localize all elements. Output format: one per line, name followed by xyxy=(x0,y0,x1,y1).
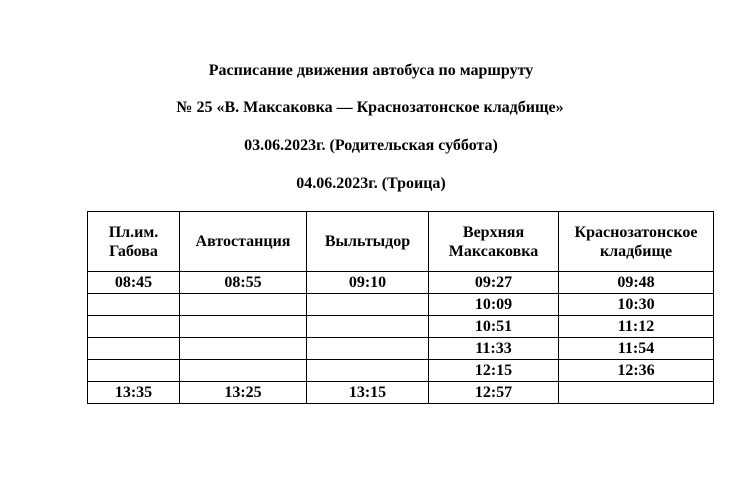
table-cell: 11:33 xyxy=(429,338,559,360)
table-row xyxy=(88,294,714,316)
table-row xyxy=(88,382,714,404)
table-row xyxy=(88,360,714,382)
table-cell xyxy=(559,382,714,404)
table-cell: 11:54 xyxy=(559,338,714,360)
table-cell xyxy=(88,360,180,382)
header-row xyxy=(88,212,714,272)
table-cell: 09:27 xyxy=(429,272,559,294)
table-cell xyxy=(307,360,429,382)
table-row xyxy=(88,316,714,338)
table-cell xyxy=(307,294,429,316)
column-header-verkhnyaya-maksakovka: Верхняя Максаковка xyxy=(429,212,559,272)
table-cell xyxy=(88,316,180,338)
column-header-vyltydor: Выльтыдор xyxy=(307,212,429,272)
table-cell xyxy=(180,316,307,338)
column-header-krasnozatonskoe-kladbishche: Краснозатонское кладбище xyxy=(559,212,714,272)
table-cell: 10:09 xyxy=(429,294,559,316)
table-row xyxy=(88,272,714,294)
table-cell: 13:15 xyxy=(307,382,429,404)
table-row xyxy=(88,338,714,360)
table-cell: 12:57 xyxy=(429,382,559,404)
table-cell: 08:55 xyxy=(180,272,307,294)
column-header-gabova: Пл.им. Габова xyxy=(88,212,180,272)
column-header-avtostanciya: Автостанция xyxy=(180,212,307,272)
date-line-2: 04.06.2023г. (Троица) xyxy=(296,175,446,192)
title-line-1: Расписание движения автобуса по маршруту xyxy=(208,62,534,79)
table-cell: 08:45 xyxy=(88,272,180,294)
table-cell xyxy=(180,294,307,316)
table-cell: 09:10 xyxy=(307,272,429,294)
route-name: № 25 «В. Максаковка — Краснозатонское кладбище» xyxy=(176,99,564,116)
table-cell xyxy=(180,338,307,360)
table-cell: 09:48 xyxy=(559,272,714,294)
table-cell xyxy=(88,294,180,316)
table-cell: 12:36 xyxy=(559,360,714,382)
table-cell: 13:25 xyxy=(180,382,307,404)
table-cell: 11:12 xyxy=(559,316,714,338)
table-cell xyxy=(307,338,429,360)
table-cell xyxy=(88,338,180,360)
schedule-table xyxy=(87,211,714,404)
table-cell: 10:30 xyxy=(559,294,714,316)
table-cell: 13:35 xyxy=(88,382,180,404)
table-cell xyxy=(180,360,307,382)
table-cell: 10:51 xyxy=(429,316,559,338)
date-line-1: 03.06.2023г. (Родительская суббота) xyxy=(244,137,498,154)
table-cell: 12:15 xyxy=(429,360,559,382)
table-cell xyxy=(307,316,429,338)
